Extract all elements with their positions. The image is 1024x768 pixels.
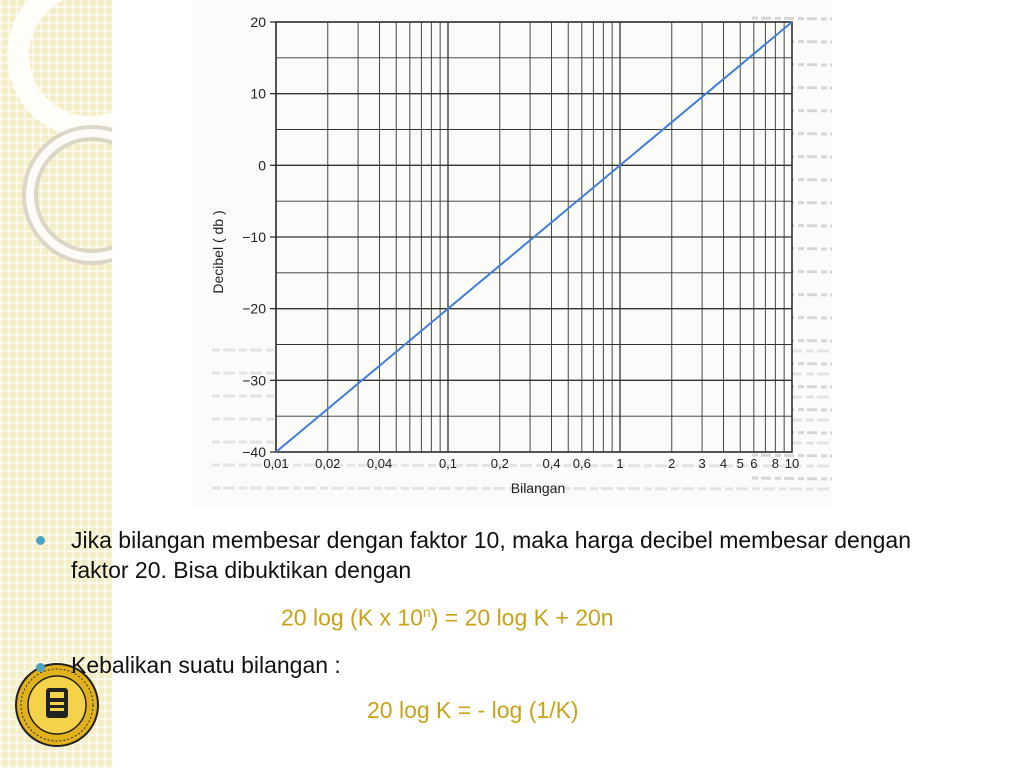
x-tick-label: 0,4 — [542, 456, 561, 471]
x-tick-label: 6 — [750, 456, 758, 471]
bullet-text: Jika bilangan membesar dengan faktor 10, maka harga decibel membesar dengan faktor 20. Bisa dibuktikan dengan — [71, 527, 912, 583]
x-tick-label: 0,1 — [438, 456, 458, 471]
formula-text: ) = 20 log K + 20n — [430, 604, 614, 631]
y-tick-labels — [242, 14, 276, 460]
y-tick-label: 0 — [258, 157, 266, 174]
background-scan-line — [752, 478, 832, 479]
x-tick-label: 2 — [668, 456, 676, 471]
background-scan-line — [752, 18, 832, 19]
bullet-dot-icon — [36, 536, 45, 545]
x-tick-label: 1 — [616, 456, 624, 471]
y-tick-label: 10 — [250, 85, 266, 102]
y-tick-label: 20 — [250, 14, 266, 30]
formula-text: 20 log (K x 10 — [281, 604, 423, 631]
bullet-item — [30, 525, 960, 585]
y-tick-label: −30 — [242, 372, 266, 389]
x-tick-label: 0,04 — [366, 456, 393, 471]
decibel-chart — [192, 0, 832, 505]
x-tick-label: 0,2 — [490, 456, 509, 471]
x-tick-label: 5 — [736, 456, 744, 471]
y-axis-label: Decibel ( db ) — [210, 210, 226, 294]
x-tick-label: 3 — [698, 456, 706, 471]
x-tick-label: 0,6 — [572, 456, 591, 471]
bullet-dot-icon — [36, 663, 45, 672]
formula-line — [281, 604, 614, 632]
y-tick-label: −20 — [242, 300, 266, 317]
y-tick-label: −40 — [242, 444, 266, 460]
x-tick-labels — [263, 456, 799, 471]
formula-line: 20 log K = - log (1/K) — [367, 697, 579, 723]
x-tick-label: 4 — [719, 456, 728, 471]
y-tick-label: −10 — [242, 229, 266, 245]
bullet-text: Kebalikan suatu bilangan : — [71, 652, 341, 678]
x-tick-label: 0,02 — [315, 456, 341, 471]
x-tick-label: 0,01 — [263, 456, 289, 471]
bullet-item — [30, 652, 341, 679]
formula-superscript: n — [422, 604, 431, 620]
x-axis-label: Bilangan — [510, 480, 566, 496]
x-tick-label: 10 — [784, 456, 800, 471]
x-tick-label: 8 — [771, 456, 779, 471]
scanned-figure — [192, 0, 832, 505]
